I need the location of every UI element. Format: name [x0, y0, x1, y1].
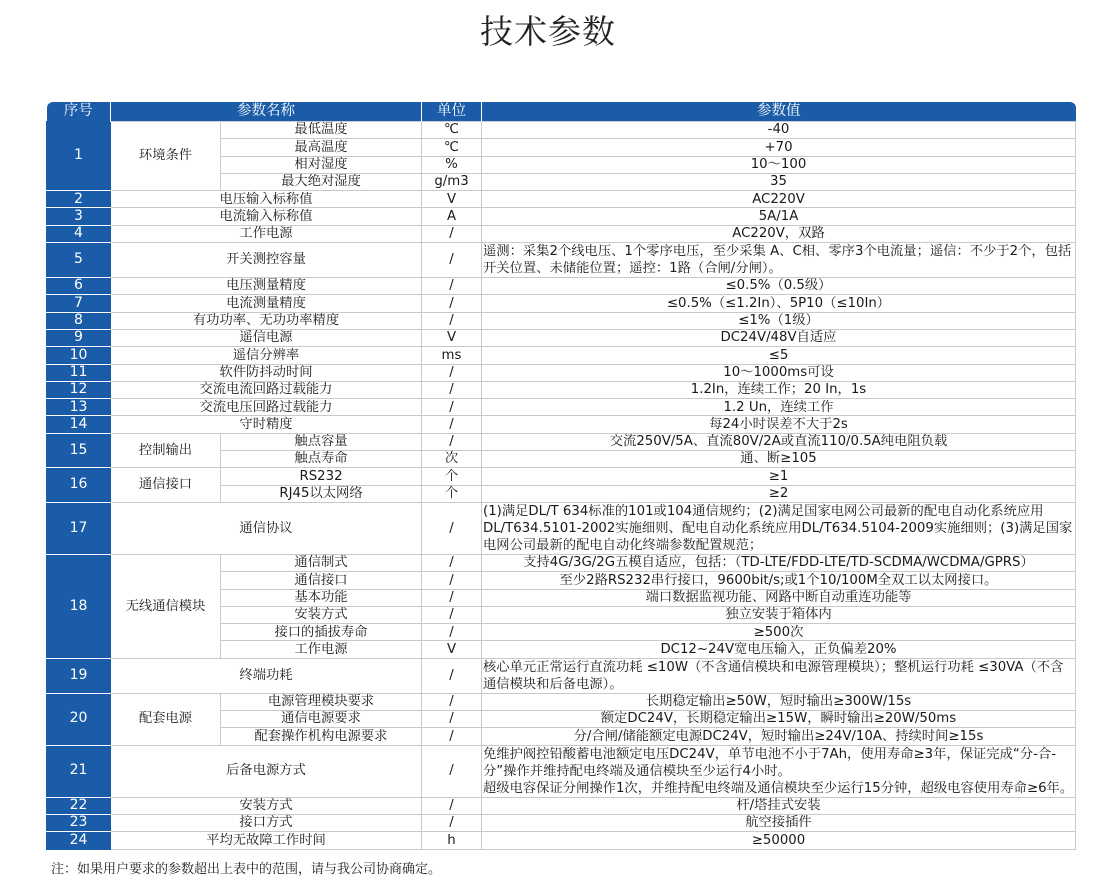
param-value: 35: [482, 173, 1076, 190]
param-value: 支持4G/3G/2G五模自适应，包括：（TD-LTE/FDD-LTE/TD-SCDMA/WCDMA/GPRS）: [482, 554, 1076, 571]
param-name: 有功功率、无功功率精度: [111, 312, 422, 329]
param-value: ≥1: [482, 468, 1076, 485]
spec-table: [46, 102, 1076, 850]
row-number: 6: [47, 278, 111, 295]
param-name: 最大绝对湿度: [221, 173, 422, 190]
param-unit: /: [422, 312, 482, 329]
param-value: -40: [482, 122, 1076, 139]
param-group: 无线通信模块: [111, 554, 221, 658]
param-unit: /: [422, 295, 482, 312]
param-unit: V: [422, 641, 482, 658]
param-unit: ms: [422, 347, 482, 364]
param-unit: /: [422, 364, 482, 381]
table-row: [47, 468, 1076, 485]
param-name: 最低温度: [221, 122, 422, 139]
row-number: 10: [47, 347, 111, 364]
param-unit: /: [422, 381, 482, 398]
param-name: 后备电源方式: [111, 745, 422, 797]
param-unit: /: [422, 433, 482, 450]
row-number: 11: [47, 364, 111, 381]
table-row: [47, 832, 1076, 849]
param-value: 每24小时误差不大于2s: [482, 416, 1076, 433]
param-name: 平均无故障工作时间: [111, 832, 422, 849]
param-name: 遥信电源: [111, 329, 422, 346]
table-row: [47, 225, 1076, 242]
param-unit: /: [422, 399, 482, 416]
row-number: 9: [47, 329, 111, 346]
table-row: [47, 381, 1076, 398]
param-name: 接口的插拔寿命: [221, 624, 422, 641]
param-name: 安装方式: [111, 797, 422, 814]
table-row: [47, 278, 1076, 295]
row-number: 12: [47, 381, 111, 398]
param-unit: h: [422, 832, 482, 849]
param-unit: 个: [422, 485, 482, 502]
param-unit: /: [422, 624, 482, 641]
param-value: 1.2In，连续工作；20 In，1s: [482, 381, 1076, 398]
row-number: 1: [47, 122, 111, 191]
param-unit: /: [422, 416, 482, 433]
param-name: 安装方式: [221, 606, 422, 623]
param-name: 电压测量精度: [111, 278, 422, 295]
param-unit: /: [422, 745, 482, 797]
param-name: 开关测控容量: [111, 243, 422, 278]
table-row: [47, 416, 1076, 433]
param-value: AC220V，双路: [482, 225, 1076, 242]
row-number: 20: [47, 693, 111, 745]
param-value: ≥2: [482, 485, 1076, 502]
param-name: RJ45以太网络: [221, 485, 422, 502]
row-number: 21: [47, 745, 111, 797]
table-row: [47, 502, 1076, 554]
row-number: 23: [47, 814, 111, 831]
param-value-line: 超级电容保证分闸操作1次，并维持配电终端及通信模块至少运行15分钟，超级电容使用寿命≥6年。: [483, 780, 1074, 796]
param-value: 航空接插件: [482, 814, 1076, 831]
table-row: [47, 347, 1076, 364]
table-row: [47, 433, 1076, 450]
param-name: 配套操作机构电源要求: [221, 728, 422, 745]
row-number: 2: [47, 191, 111, 208]
param-group: 控制输出: [111, 433, 221, 468]
param-name: 工作电源: [221, 641, 422, 658]
param-name: 守时精度: [111, 416, 422, 433]
table-row: [47, 329, 1076, 346]
param-name: 交流电流回路过载能力: [111, 381, 422, 398]
param-name: 通信制式: [221, 554, 422, 571]
table-row: [47, 554, 1076, 571]
param-unit: /: [422, 658, 482, 693]
param-unit: /: [422, 225, 482, 242]
param-unit: /: [422, 278, 482, 295]
table-row: [47, 797, 1076, 814]
param-name: 电流输入标称值: [111, 208, 422, 225]
row-number: 8: [47, 312, 111, 329]
param-unit: /: [422, 554, 482, 571]
param-unit: 次: [422, 451, 482, 468]
param-unit: ℃: [422, 122, 482, 139]
param-name: 电流测量精度: [111, 295, 422, 312]
param-value: 遥测：采集2个线电压、1个零序电压，至少采集 A、C相、零序3个电流量；遥信：不少于2个，包括开关位置、未储能位置；遥控：1路（合闸/分闸）。: [482, 243, 1076, 278]
param-name: 触点容量: [221, 433, 422, 450]
param-group: 通信接口: [111, 468, 221, 503]
param-value: DC24V/48V自适应: [482, 329, 1076, 346]
table-row: [47, 122, 1076, 139]
param-value: ≤0.5%（0.5级）: [482, 278, 1076, 295]
table-row: [47, 364, 1076, 381]
param-value: 10～1000ms可设: [482, 364, 1076, 381]
table-row: [47, 208, 1076, 225]
param-value: 交流250V/5A、直流80V/2A或直流110/0.5A纯电阻负载: [482, 433, 1076, 450]
table-header-row: [47, 102, 1076, 122]
param-name: RS232: [221, 468, 422, 485]
param-value: ≤0.5%（≤1.2In）、5P10（≤10In）: [482, 295, 1076, 312]
row-number: 3: [47, 208, 111, 225]
param-unit: /: [422, 606, 482, 623]
param-name: 基本功能: [221, 589, 422, 606]
param-group: 环境条件: [111, 122, 221, 191]
param-value: 至少2路RS232串行接口，9600bit/s;或1个10/100M全双工以太网接口。: [482, 572, 1076, 589]
table-row: [47, 243, 1076, 278]
param-unit: /: [422, 589, 482, 606]
table-row: [47, 295, 1076, 312]
param-name: 终端功耗: [111, 658, 422, 693]
param-name: 通信接口: [221, 572, 422, 589]
param-name: 通信协议: [111, 502, 422, 554]
param-unit: V: [422, 329, 482, 346]
param-value: (1)满足DL/T 634标准的101或104通信规约；(2)满足国家电网公司最新的配电自动化系统应用DL/T634.5101-2002实施细则、配电自动化系统应用DL/T634.5104-2009实施细则；(3)满足国家电网公司最新的配电自动化终端参数配置规范；: [482, 502, 1076, 554]
param-name: 电源管理模块要求: [221, 693, 422, 710]
param-value: 杆/塔挂式安装: [482, 797, 1076, 814]
footnote: 注：如果用户要求的参数超出上表中的范围，请与我公司协商确定。: [51, 862, 442, 877]
row-number: 14: [47, 416, 111, 433]
param-name: 电压输入标称值: [111, 191, 422, 208]
param-unit: /: [422, 693, 482, 710]
param-name: 遥信分辨率: [111, 347, 422, 364]
row-number: 22: [47, 797, 111, 814]
row-number: 18: [47, 554, 111, 658]
param-value: ≤1%（1级）: [482, 312, 1076, 329]
param-name: 最高温度: [221, 139, 422, 156]
param-value: AC220V: [482, 191, 1076, 208]
param-unit: g/m3: [422, 173, 482, 190]
header-no: 序号: [47, 102, 111, 122]
table-row: [47, 191, 1076, 208]
table-row: [47, 399, 1076, 416]
param-unit: %: [422, 156, 482, 173]
param-unit: ℃: [422, 139, 482, 156]
param-name: 触点寿命: [221, 451, 422, 468]
param-value: 额定DC24V，长期稳定输出≥15W，瞬时输出≥20W/50ms: [482, 711, 1076, 728]
param-unit: /: [422, 814, 482, 831]
table-row: [47, 658, 1076, 693]
param-group: 配套电源: [111, 693, 221, 745]
param-name: 软件防抖动时间: [111, 364, 422, 381]
param-unit: /: [422, 243, 482, 278]
row-number: 15: [47, 433, 111, 468]
param-unit: /: [422, 502, 482, 554]
param-unit: /: [422, 728, 482, 745]
table-row: [47, 312, 1076, 329]
param-unit: V: [422, 191, 482, 208]
param-unit: 个: [422, 468, 482, 485]
param-name: 通信电源要求: [221, 711, 422, 728]
header-value: 参数值: [482, 102, 1076, 122]
param-value: 长期稳定输出≥50W，短时输出≥300W/15s: [482, 693, 1076, 710]
header-name: 参数名称: [111, 102, 422, 122]
param-value: ≥500次: [482, 624, 1076, 641]
row-number: 5: [47, 243, 111, 278]
table-row: [47, 814, 1076, 831]
page-title: 技术参数: [480, 12, 616, 51]
row-number: 19: [47, 658, 111, 693]
row-number: 7: [47, 295, 111, 312]
param-value: 5A/1A: [482, 208, 1076, 225]
param-value: 分/合闸/储能额定电源DC24V，短时输出≥24V/10A、持续时间≥15s: [482, 728, 1076, 745]
param-value: +70: [482, 139, 1076, 156]
param-unit: /: [422, 711, 482, 728]
row-number: 24: [47, 832, 111, 849]
row-number: 16: [47, 468, 111, 503]
param-value: 核心单元正常运行直流功耗 ≤10W（不含通信模块和电源管理模块）；整机运行功耗 ≤30VA（不含通信模块和后备电源）。: [482, 658, 1076, 693]
param-name: 相对湿度: [221, 156, 422, 173]
table-row: [47, 745, 1076, 797]
param-value: DC12~24V宽电压输入，正负偏差20%: [482, 641, 1076, 658]
param-unit: /: [422, 797, 482, 814]
param-value-line: 免维护阀控铅酸蓄电池额定电压DC24V，单节电池不小于7Ah，使用寿命≥3年，保证完成“分-合-分”操作并维持配电终端及通信模块至少运行4小时。: [483, 746, 1056, 779]
param-name: 交流电压回路过载能力: [111, 399, 422, 416]
param-name: 接口方式: [111, 814, 422, 831]
row-number: 4: [47, 225, 111, 242]
param-value: ≥50000: [482, 832, 1076, 849]
header-unit: 单位: [422, 102, 482, 122]
param-unit: A: [422, 208, 482, 225]
param-name: 工作电源: [111, 225, 422, 242]
param-value: 端口数据监视功能、网路中断自动重连功能等: [482, 589, 1076, 606]
param-unit: /: [422, 572, 482, 589]
table-row: [47, 693, 1076, 710]
param-value: 通、断≥105: [482, 451, 1076, 468]
param-value: [482, 745, 1076, 797]
param-value: ≤5: [482, 347, 1076, 364]
param-value: 独立安装于箱体内: [482, 606, 1076, 623]
row-number: 17: [47, 502, 111, 554]
param-value: 10～100: [482, 156, 1076, 173]
row-number: 13: [47, 399, 111, 416]
param-value: 1.2 Un，连续工作: [482, 399, 1076, 416]
